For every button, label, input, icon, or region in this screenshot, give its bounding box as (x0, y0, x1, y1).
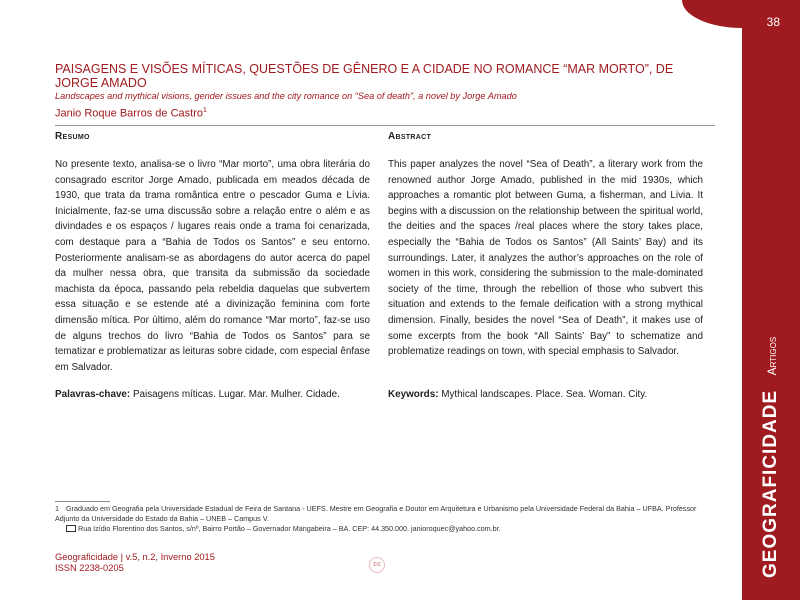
page-footer (55, 552, 215, 574)
author-line (55, 107, 207, 120)
mail-icon (66, 525, 76, 532)
journal-name: GEOGRAFICIDADE (760, 389, 781, 578)
author-name: Janio Roque Barros de Castro (55, 107, 203, 120)
footnote-text: Graduado em Geografia pela Universidade Estadual de Feira de Santana - UEFS. Mestre em Geografia e Doutor em Arquitetura e Urbanismo pela Universidade Federal da Bahia – UFBA. Professor Adjunto da Universidade do Estado da Bahia – UNEB – Campus V. (55, 504, 697, 523)
footnote-main (55, 504, 715, 524)
resumo-heading: Resumo (55, 131, 90, 142)
header-divider (55, 125, 715, 126)
abstract-heading: Abstract (388, 131, 432, 142)
footnote-contact (66, 524, 715, 534)
abstract-body (388, 157, 703, 360)
footer-journal-line: Geograficidade | v.5, n.2, Inverno 2015 (55, 552, 215, 562)
author-footnote-ref[interactable]: 1 (202, 107, 207, 114)
article-subtitle: Landscapes and mythical visions, gender issues and the city romance on “Sea of death”, a novel by Jorge Amado (55, 91, 517, 101)
footnote (55, 504, 715, 534)
sidebar-vertical-label (760, 337, 782, 578)
abstract-keywords-text: Mythical landscapes. Place. Sea. Woman. City. (441, 389, 648, 400)
footnote-divider (55, 501, 110, 502)
resumo-text: No presente texto, analisa-se o livro “Mar morto”, uma obra literária do consagrado escritor Jorge Amado, publicada em meados década de 1930, que trata da trama romântica entre o pescador Guma e Lívia. Inicialmente, faz-se uma discussão sobre a relação entre o além e as divindades e os espaços / lugares reais onde a trama foi cenarizada, com destaque para a “Bahia de Todos os Santos” e seu entorno. Posteriormente analisam-se as abordagens do autor acerca do papel da mulher nessa obra, que transita da submissão da sociedade machista da época, passando pela rebeldia daquelas que subvertem essa situação e se estende até a divinização feminina com forte dimensão mítica. Por último, além do romance “Mar morto”, faz-se uso de alguns trechos do livro “Bahia de Todos os Santos” para se tematizar e problematizar as leituras sobre cidade, com especial ênfase em Salvador. (55, 159, 370, 373)
footer-issn: ISSN 2238-0205 (55, 563, 124, 573)
resumo-body (55, 157, 370, 375)
footnote-number: 1 (55, 504, 59, 513)
page-number: 38 (766, 15, 780, 29)
section-name: Artigos (765, 336, 779, 376)
resumo-keywords (55, 389, 340, 400)
abstract-text: This paper analyzes the novel “Sea of Death”, a literary work from the renowned author Jorge Amado, published in the mid 1930s, which approaches a romantic plot between Guma, a fisherman, and Livia. It begins with a discussion on the relationship between the spiritual world, the deities and the spaces /real places where the story takes place, especially the “Bahia de Todos os Santos” (All Saints’ Bay) and its surroundings. Later, it analyzes the author’s approaches on the role of women in this work, considering the submission to the male-dominated society of the time, through the rebellion of those who subvert this situation and extends to the female deification with a strong mythical dimension. Finally, besides the novel “Sea of Death”, it makes use of some excerpts from the book “All Saints’ Bay” to schematize and problematize readings on town, with special emphasis to Salvador. (388, 159, 703, 358)
abstract-keywords (388, 389, 647, 400)
sidebar-curve (682, 0, 742, 28)
abstract-keywords-label: Keywords: (388, 389, 439, 400)
article-title: PAISAGENS E VISÕES MÍTICAS, QUESTÕES DE GÊNERO E A CIDADE NO ROMANCE “MAR MORTO”, DE JORGE AMADO (55, 62, 674, 90)
creative-commons-icon[interactable]: cc (369, 557, 385, 573)
resumo-keywords-label: Palavras-chave: (55, 389, 131, 400)
footnote-contact-text: Rua Izídio Florentino dos Santos, s/nº, Bairro Portão – Governador Mangabeira – BA. CEP: 44.350.000. janioroquec@yahoo.com.br. (78, 524, 501, 533)
resumo-keywords-text: Paisagens míticas. Lugar. Mar. Mulher. Cidade. (132, 389, 340, 400)
